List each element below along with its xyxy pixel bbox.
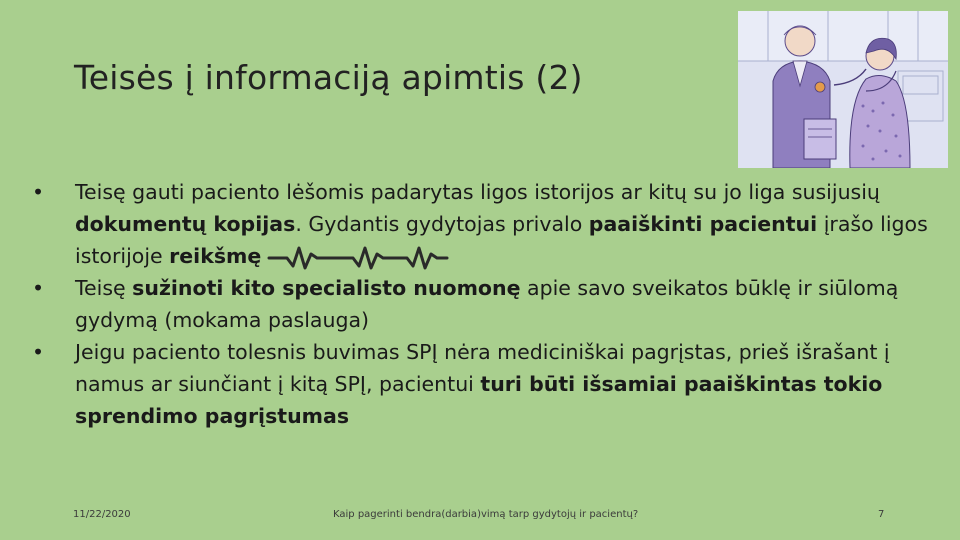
- bullet-text: Teisę: [75, 276, 133, 300]
- bullet-emphasis: reikšmę: [169, 244, 262, 268]
- bullet-item: [28, 176, 953, 272]
- bullet-text: apie savo sveikatos būklę ir siūlomą gydymą (mokama paslauga): [75, 276, 899, 332]
- bullet-emphasis: turi būti išsamiai paaiškintas tokio sprendimo pagrįstumas: [75, 372, 883, 428]
- bullet-emphasis: paaiškinti pacientui: [588, 212, 818, 236]
- ecg-line-icon: [267, 244, 449, 270]
- bullet-list: [28, 176, 953, 432]
- bullet-marker: •: [31, 276, 45, 300]
- bullet-emphasis: sužinoti kito specialisto nuomonę: [132, 276, 521, 300]
- bullet-text: Jeigu paciento tolesnis buvimas SPĮ nėra mediciniškai pagrįstas, prieš išrašant į namus ar siunčiant į kitą SPĮ, pacientui: [75, 340, 890, 396]
- page-number: 7: [878, 509, 885, 520]
- bullet-text: Teisę gauti paciento lėšomis padarytas ligos istorijos ar kitų su jo liga susijusių: [75, 180, 880, 204]
- bullet-text: įrašo ligos istorijoje: [75, 212, 928, 268]
- bullet-item: [28, 272, 953, 336]
- slide-title: Teisės į informaciją apimtis (2): [74, 58, 583, 97]
- footer-text: Kaip pagerinti bendra(darbia)vimą tarp gydytojų ir pacientų?: [333, 509, 639, 520]
- bullet-marker: •: [31, 340, 45, 364]
- bullet-item: [28, 336, 953, 432]
- bullet-marker: •: [31, 180, 45, 204]
- footer-date: 11/22/2020: [73, 509, 131, 520]
- bullet-emphasis: dokumentų kopijas: [75, 212, 296, 236]
- bullet-text: . Gydantis gydytojas privalo: [295, 212, 589, 236]
- doctor-patient-illustration: [738, 11, 948, 168]
